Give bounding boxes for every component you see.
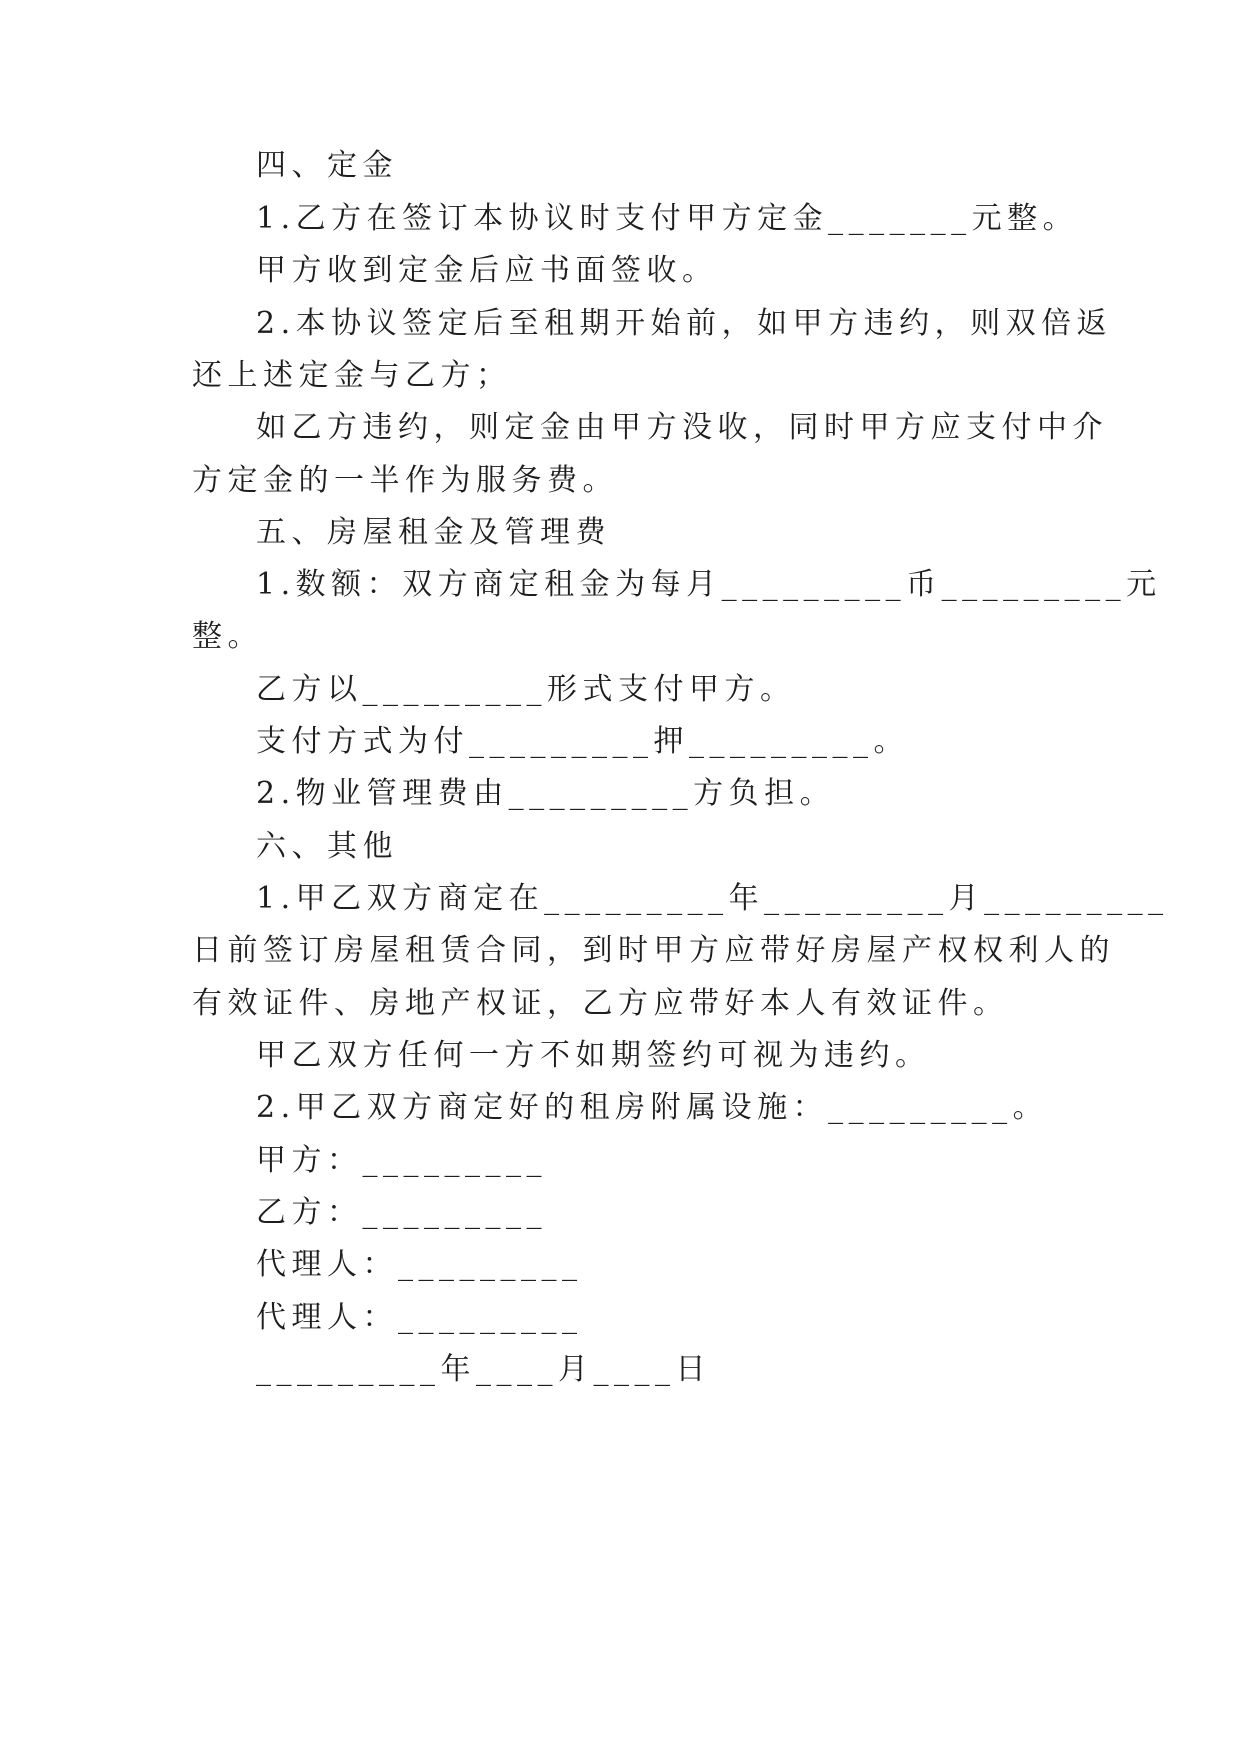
paragraph-line: 支付方式为付_________押_________。 [256,724,909,759]
paragraph-line: 2.甲乙双方商定好的租房附属设施：_________。 [256,1090,1049,1125]
paragraph-line: 乙方以_________形式支付甲方。 [256,672,796,707]
signature-agent-1: 代理人：_________ [256,1247,583,1282]
signature-agent-2: 代理人：_________ [256,1300,583,1335]
paragraph-line: 1.数额：双方商定租金为每月_________币_________元 [256,567,1162,602]
paragraph-line: 甲乙双方任何一方不如期签约可视为违约。 [256,1038,931,1073]
paragraph-line: 1.甲乙双方商定在_________年_________月_________ [256,881,1169,916]
paragraph-line: 1.乙方在签订本协议时支付甲方定金_______元整。 [256,201,1079,236]
paragraph-line: 2.物业管理费由_________方负担。 [256,776,836,811]
signature-party-a: 甲方：_________ [256,1143,547,1178]
section-heading-deposit: 四、定金 [256,148,398,183]
paragraph-line: 2.本协议签定后至租期开始前，如甲方违约，则双倍返 [256,306,1113,341]
paragraph-line: 有效证件、房地产权证，乙方应带好本人有效证件。 [192,986,1009,1021]
paragraph-line: 如乙方违约，则定金由甲方没收，同时甲方应支付中介 [256,410,1108,445]
paragraph-line: 日前签订房屋租赁合同，到时甲方应带好房屋产权权利人的 [192,933,1115,968]
signature-date: _________年____月____日 [256,1352,711,1387]
paragraph-line: 还上述定金与乙方； [192,358,512,393]
signature-party-b: 乙方：_________ [256,1195,547,1230]
section-heading-rent: 五、房屋租金及管理费 [256,515,611,550]
section-heading-other: 六、其他 [256,829,398,864]
paragraph-line: 方定金的一半作为服务费。 [192,463,618,498]
paragraph-line: 整。 [192,619,263,654]
paragraph-line: 甲方收到定金后应书面签收。 [256,253,718,288]
